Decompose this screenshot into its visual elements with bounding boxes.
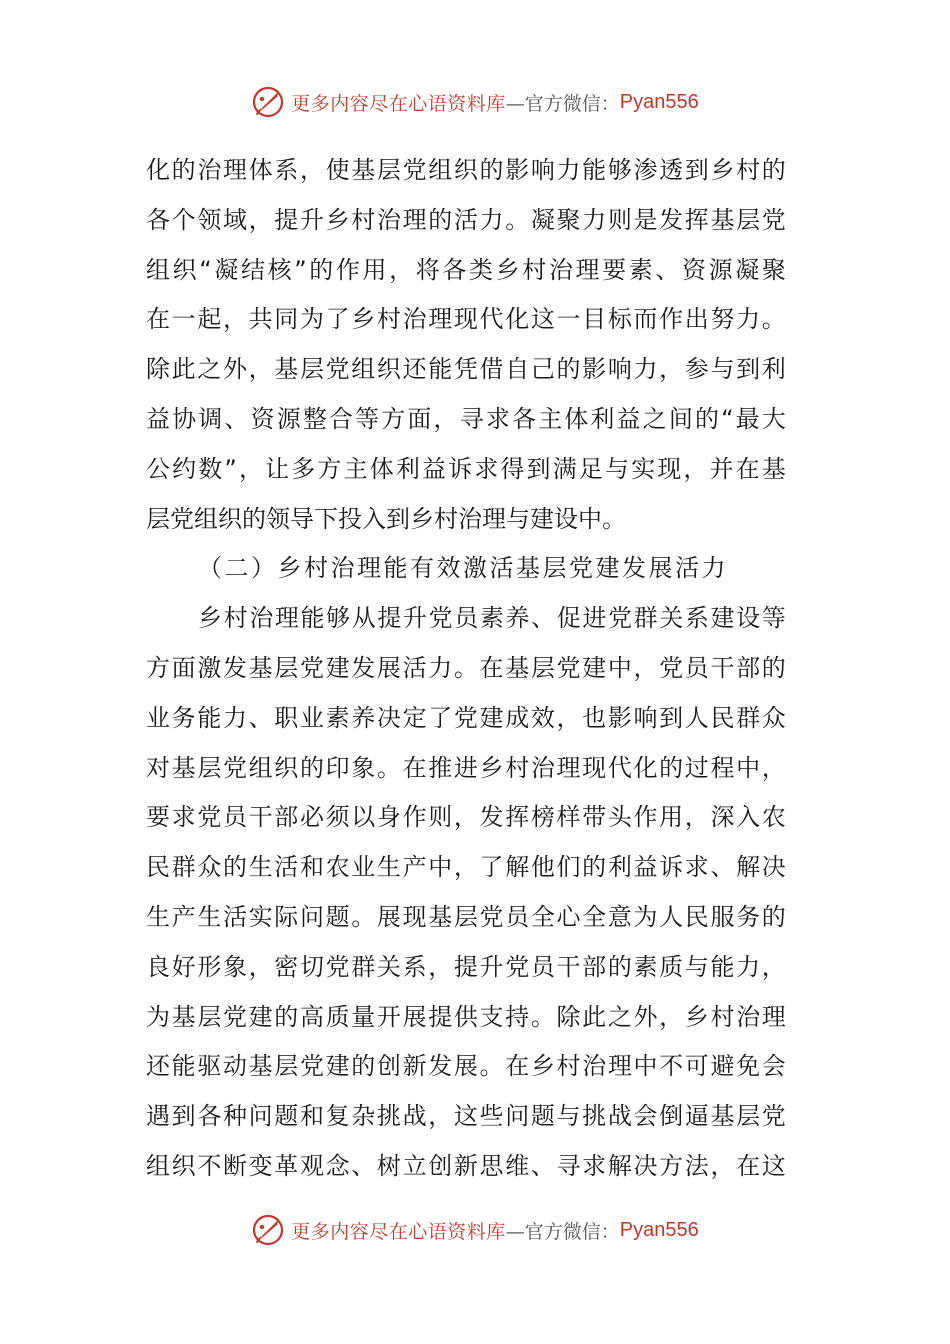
footer-banner-text: 更多内容尽在心语资料库 xyxy=(291,1220,506,1243)
body-text-line: 益 协 调 、 资 源 整 合 等 方 面 ， 寻 求 各 主 体 利 益 之 间 的 “ 最 大 xyxy=(146,404,786,433)
body-text-line: 组 织 不 断 变 革 观 念 、 树 立 创 新 思 维 、 寻 求 解 决 方 法 ， 在 这 xyxy=(146,1151,786,1180)
quill-logo-icon xyxy=(251,85,285,119)
body-text-line: 良 好 形 象 ， 密 切 党 群 关 系 ， 提 升 党 员 干 部 的 素 质 与 能 力 ， xyxy=(146,952,786,981)
body-text-line: 遇 到 各 种 问 题 和 复 杂 挑 战 ， 这 些 问 题 与 挑 战 会 倒 逼 基 层 党 xyxy=(146,1102,786,1131)
document-body xyxy=(146,146,786,1192)
header-banner-text: 更多内容尽在心语资料库 xyxy=(291,92,506,115)
section-heading: （二）乡村治理能有效激活基层党建发展活力 xyxy=(198,554,728,583)
body-text-line: 除 此 之 外 ， 基 层 党 组 织 还 能 凭 借 自 己 的 影 响 力 ， 参 与 到 利 xyxy=(146,355,786,384)
body-text-line: 公 约 数 ” ， 让 多 方 主 体 利 益 诉 求 得 到 满 足 与 实 现 ， 并 在 基 xyxy=(146,454,786,483)
body-text-line: 化 的 治 理 体 系 ， 使 基 层 党 组 织 的 影 响 力 能 够 渗 透 到 乡 村 的 xyxy=(146,156,786,184)
body-text-line: 组 织 “ 凝 结 核 ” 的 作 用 ， 将 各 类 乡 村 治 理 要 素 、 资 源 凝 聚 xyxy=(146,255,786,284)
header-banner-inner xyxy=(251,85,699,119)
body-text-line: 为 基 层 党 建 的 高 质 量 开 展 提 供 支 持 。 除 此 之 外 ， 乡 村 治 理 xyxy=(146,1002,786,1031)
footer-banner xyxy=(0,1210,950,1250)
footer-banner-separator: —官方微信： xyxy=(505,1220,620,1243)
footer-banner-inner xyxy=(251,1213,699,1247)
body-text-line: 业 务 能 力 、 职 业 素 养 决 定 了 党 建 成 效 ， 也 影 响 到 人 民 群 众 xyxy=(146,703,786,732)
quill-logo-icon xyxy=(251,1213,285,1247)
header-banner-account: Pyan556 xyxy=(619,90,699,113)
footer-banner-account: Pyan556 xyxy=(619,1218,699,1241)
body-text-line: 要 求 党 员 干 部 必 须 以 身 作 则 ， 发 挥 榜 样 带 头 作 用 ， 深 入 农 xyxy=(146,803,786,832)
body-text-line: 还 能 驱 动 基 层 党 建 的 创 新 发 展 。 在 乡 村 治 理 中 不 可 避 免 会 xyxy=(146,1052,786,1081)
body-text-line: 对 基 层 党 组 织 的 印 象 。 在 推 进 乡 村 治 理 现 代 化 的 过 程 中 ， xyxy=(146,753,786,782)
body-text-line: 在 一 起 ， 共 同 为 了 乡 村 治 理 现 代 化 这 一 目 标 而 作 出 努 力 。 xyxy=(146,305,786,334)
header-banner xyxy=(0,82,950,122)
body-text-line: 各 个 领 域 ， 提 升 乡 村 治 理 的 活 力 。 凝 聚 力 则 是 发 挥 基 层 党 xyxy=(146,205,786,234)
body-text-line: 方 面 激 发 基 层 党 建 发 展 活 力 。 在 基 层 党 建 中 ， 党 员 干 部 的 xyxy=(146,653,786,682)
body-text-line: 民 群 众 的 生 活 和 农 业 生 产 中 ， 了 解 他 们 的 利 益 诉 求 、 解 决 xyxy=(146,853,786,882)
header-banner-separator: —官方微信： xyxy=(505,92,620,115)
body-text-line: 层党组织的领导下投入到乡村治理与建设中。 xyxy=(146,504,626,533)
body-text-line: 乡 村 治 理 能 够 从 提 升 党 员 素 养 、 促 进 党 群 关 系 建 设 等 xyxy=(198,604,786,633)
body-text-line: 生 产 生 活 实 际 问 题 。 展 现 基 层 党 员 全 心 全 意 为 人 民 服 务 的 xyxy=(146,902,786,931)
